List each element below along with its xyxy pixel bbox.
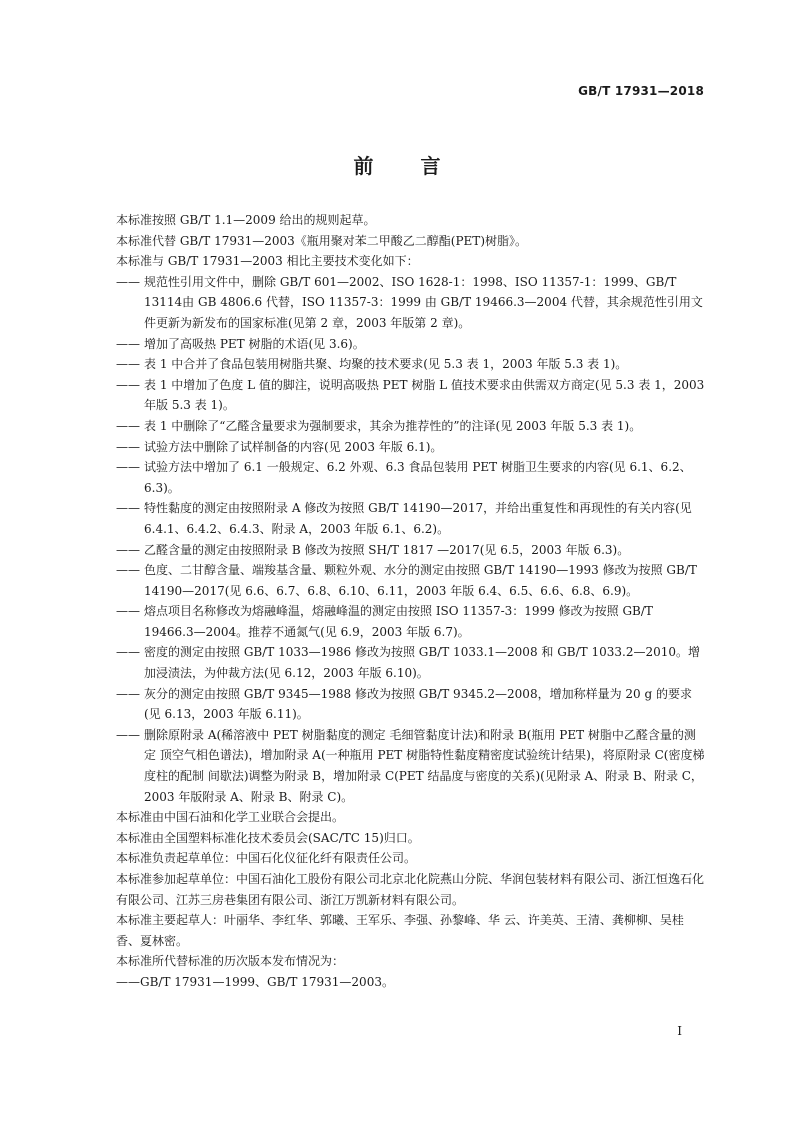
page-number: I [677,1024,682,1038]
change-item: —— 规范性引用文件中，删除 GB/T 601—2002、ISO 1628-1：1998、ISO 11357-1：1999、GB/T 13114由 GB 4806.6 代替，ISO 11357-3：1999 由 GB/T 19466.3—2004 代替，其余规范性引用文件更新为新发布的国家标准(见第 2 章，2003 年版第 2 章)。 [116,272,706,334]
dash-marker: —— [116,563,140,578]
dash-marker: —— [116,686,140,701]
change-item: —— 表 1 中增加了色度 L 值的脚注，说明高吸热 PET 树脂 L 值技术要求由供需双方商定(见 5.3 表 1，2003 年版 5.3 表 1)。 [116,375,706,416]
change-item: —— 特性黏度的测定由按照附录 A 修改为按照 GB/T 14190—2017，并给出重复性和再现性的有关内容(见 6.4.1、6.4.2、6.4.3、附录 A，2003 年版 6.1、6.2)。 [116,498,706,539]
change-item: —— 密度的测定由按照 GB/T 1033—1986 修改为按照 GB/T 1033.1—2008 和 GB/T 1033.2—2010。增加浸渍法，为仲裁方法(见 6.12，2003 年版 6.10)。 [116,642,706,683]
change-item: —— 表 1 中删除了“乙醛含量要求为强制要求，其余为推荐性的”的注译(见 2003 年版 5.3 表 1)。 [116,416,706,437]
dash-marker: —— [116,542,140,557]
change-item: —— 删除原附录 A(稀溶液中 PET 树脂黏度的测定 毛细管黏度计法)和附录 B(瓶用 PET 树脂中乙醛含量的测定 顶空气相色谱法)，增加附录 A(一种瓶用 PET 树脂特性黏度精密度试验统计结果)，将原附录 C(密度梯度柱的配制 间歇法)调整为附录 B，增加附录 C(PET 结晶度与密度的关系)(见附录 A、附录 B、附录 C，2003 年版附录 A、附录 B、附录 C)。 [116,725,706,807]
paragraph-changes-intro: 本标准与 GB/T 17931—2003 相比主要技术变化如下： [116,254,419,269]
paragraph-technical-committee: 本标准由全国塑料标准化技术委员会(SAC/TC 15)归口。 [116,830,420,845]
dash-marker: —— [116,727,140,742]
dash-marker: —— [116,604,140,619]
change-item: —— 色度、二甘醇含量、端羧基含量、颗粒外观、水分的测定由按照 GB/T 14190—1993 修改为按照 GB/T 14190—2017(见 6.6、6.7、6.8、6.10、6.11，2003 年版 6.4、6.5、6.6、6.8、6.9)。 [116,560,706,601]
history-item: ——GB/T 17931—1999、GB/T 17931—2003。 [116,974,394,989]
change-item: —— 灰分的测定由按照 GB/T 9345—1988 修改为按照 GB/T 9345.2—2008，增加称样量为 20 g 的要求(见 6.13，2003 年版 6.11)。 [116,684,706,725]
paragraph-proposed-by: 本标准由中国石油和化学工业联合会提出。 [116,810,345,825]
dash-marker: —— [116,336,140,351]
dash-marker: —— [116,274,140,289]
change-item: —— 试验方法中增加了 6.1 一般规定、6.2 外观、6.3 食品包装用 PET 树脂卫生要求的内容(见 6.1、6.2、6.3)。 [116,457,706,498]
dash-marker: —— [116,377,140,392]
dash-marker: —— [116,439,140,454]
dash-marker: —— [116,645,140,660]
paragraph-replaces: 本标准代替 GB/T 17931—2003《瓶用聚对苯二甲酸乙二醇酯(PET)树脂》。 [116,233,527,248]
change-item: —— 熔点项目名称修改为熔融峰温，熔融峰温的测定由按照 ISO 11357-3：1999 修改为按照 GB/T 19466.3—2004。推荐不通氮气(见 6.9，2003 年版 6.7)。 [116,601,706,642]
change-item: —— 乙醛含量的测定由按照附录 B 修改为按照 SH/T 1817 —2017(见 6.5，2003 年版 6.3)。 [116,540,706,561]
page-title: 前 言 [353,154,461,178]
paragraph-main-drafters: 本标准主要起草人：叶丽华、李红华、郭曦、王军乐、李强、孙黎峰、华 云、许美英、王清、龚柳柳、吴桂香、夏林密。 [116,913,684,948]
dash-marker: —— [116,460,140,475]
dash-marker: —— [116,418,140,433]
standard-code: GB/T 17931—2018 [578,84,704,98]
paragraph-participating-drafters: 本标准参加起草单位：中国石油化工股份有限公司北京北化院燕山分院、华润包装材料有限公司、浙江恒逸石化有限公司、江苏三房巷集团有限公司、浙江万凯新材料有限公司。 [116,872,705,907]
foreword-body [116,210,706,993]
dash-marker: —— [116,974,140,989]
paragraph-history-intro: 本标准所代替标准的历次版本发布情况为： [116,954,345,969]
dash-marker: —— [116,357,140,372]
change-item: —— 增加了高吸热 PET 树脂的术语(见 3.6)。 [116,334,706,355]
change-item: —— 试验方法中删除了试样制备的内容(见 2003 年版 6.1)。 [116,437,706,458]
change-item: —— 表 1 中合并了食品包装用树脂共聚、均聚的技术要求(见 5.3 表 1，2003 年版 5.3 表 1)。 [116,354,706,375]
paragraph-lead-drafter: 本标准负责起草单位：中国石化仪征化纤有限责任公司。 [116,851,417,866]
paragraph-drafting-rules: 本标准按照 GB/T 1.1—2009 给出的规则起草。 [116,213,376,227]
dash-marker: —— [116,501,140,516]
